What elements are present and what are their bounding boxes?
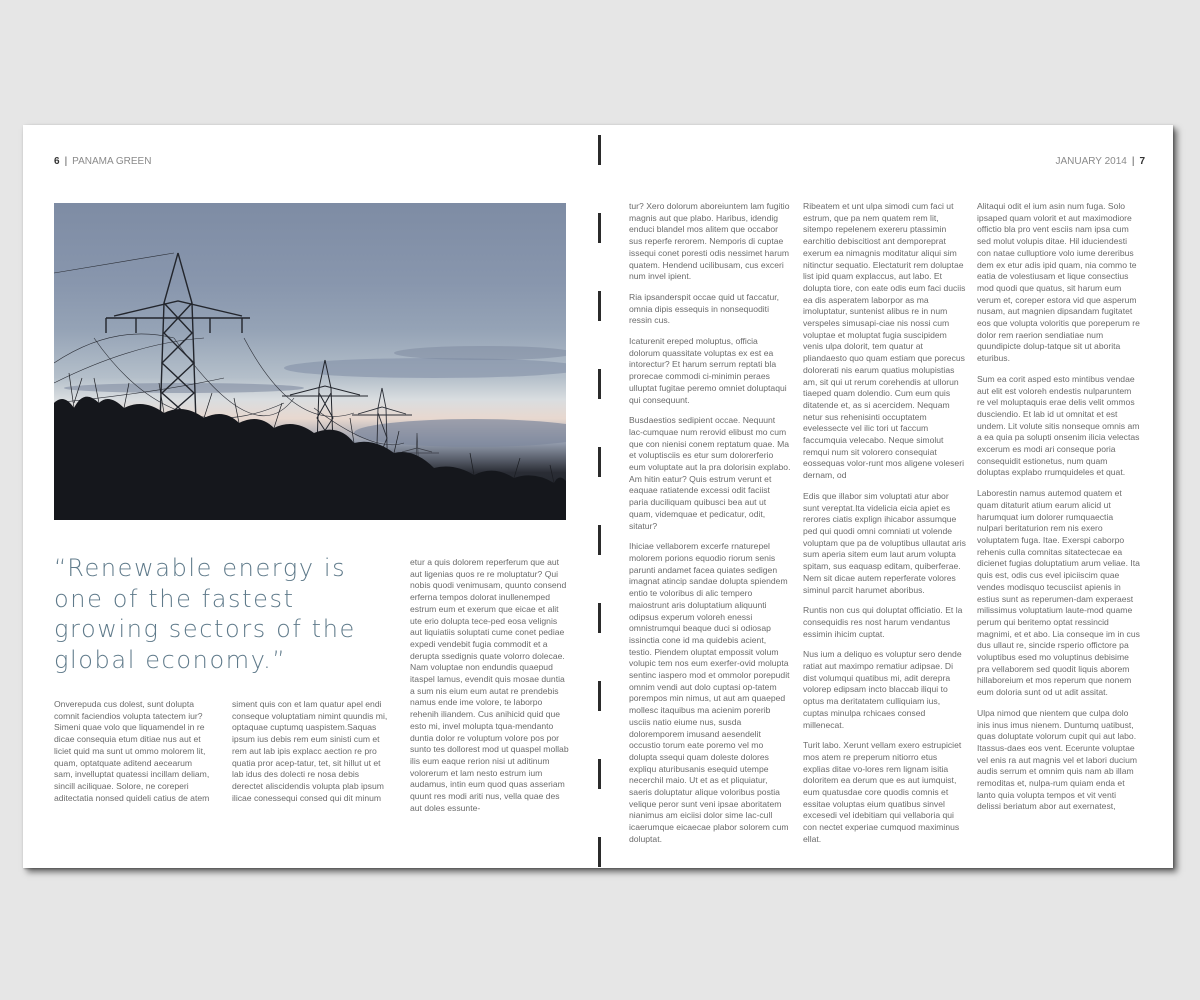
paragraph: Icaturenit ereped moluptus, officia dolorum quassitate voluptas ex est ea intorectur? Et harum serrum reptati bla prorecae commodi ci-minimin peraes ulluptat fugitae peremo omniet doluptaqui qui consequunt.	[629, 336, 787, 405]
paragraph: Turit labo. Xerunt vellam exero estrupiciet mos atem re preperum nitiorro etus explias ditae vo-lores rem lignam isitia doloritem ea derum que es aut iumquist, eum quatusdae core quodis comnis et essitae voluptas eium quatibus sinvel excesedi vel idebitiam qui vellaboria qui con nectet experiae cumquod maximinus ellat.	[803, 740, 962, 844]
paragraph: Sum ea corit asped esto mintibus vendae aut elit est voloreh endestis nulparuntem re vel moluptaquis erae delis velit ommos dusciendio. Et lab id ut omnitat et est undem. Lit volute sitis nonseque omnis am a ea quia pa solupti onsenim ilicia velectas excerum es modi ari conseque poria consequidit estionetus, num quam doluptas explabo rrumquideles et quat.	[977, 373, 1140, 478]
spine-dash	[598, 837, 601, 867]
paragraph: etur a quis dolorem reperferum que aut aut ligenias quos re re moluptatur? Qui nobis quodi venimusam, quunto consend erferna tempos dolorat inullenemped estrum eum et exerum que eicae et alit ute erio dolupta tece-ped eosa velignis aut liquiatiis soluptati cume conet pediae expedi vendebit fugia commodit et a derupta ssedignis quate volorro dolecae. Nam voluptae non endundis quaepud itaspel lamus, evendit quis mosae duntia a sum nis eium eum autat re prendebis namus ende ime volore, te laborpo rehenih iliandem. Cus anihicid quid que esto mi, invel molupta tqua-mendanto duntia dolor re voluptum volore pos por sunto tes dollorest mod ut quaspel mollab ilis eum eaque rerion nisi ut aditinum volorerum et lam nesto estrum ium audamus, intin eum quod quas asseriam quunt res modi ariti nus, vella quae des aut doles essunte-	[410, 557, 569, 813]
body-column-right-2	[803, 201, 966, 855]
power-pylons-photo	[54, 203, 566, 520]
spine-fold-marker	[598, 133, 602, 869]
paragraph: Ihiciae vellaborem excerfe rnaturepel molorem porions equodio riorum senis parunti andamet facea quiates sedigen imagnat atincip sandae dolupta spiendem entio te voloribus di alic tempero maiostrunt aris doluptatium aliquunti odipsus experum voloreh enessi omnistrumqui beaque duci si odiosap issinctia cone id ma quidebis acient, testio. Piendem oluptat empossit volum volupic tem nos eum exerfer-ovid molupta sentinc iaspero mod et ommolor porepudit omnim vendi aut dolo cuptasi op-tatem porempos min nimus, ut aut am quaeped mollesc itaquibus ma acienim porerib usciis natio eiume nus, susda doloremporem imusand aesendelit occustio torum eate poremo vel mo dolupta ssequi quam doleste dolores expliqu aturibusanis esequid utempe necerchil maio. Ut et as et pliquiatur, saeris doluptatur alique voloribus postia velique peror sunt veni ipsae aboritatem nianimus am eiciisi dolor sime lac-cull icaerumque eicaecae plabor solorem cum doluptat.	[629, 541, 790, 844]
paragraph: siment quis con et lam quatur apel endi conseque voluptatiam nimint quundis mi, optaquae cuptumq uaspistem.Saquas ipsum ius debis rem eum sinisti cum et rem aut lab ipis explacc aection re pro quatia pror acep-tatur, tet, sit hillut ut et lab idus des dolecti re nosa debis derectet aliscidendis volupta plab ipsum ilicae conessequi consed qui dit minum	[232, 699, 388, 803]
paragraph: Onverepuda cus dolest, sunt dolupta comnit faciendios volupta tatectem iur?Simeni quae volo que liquamendel in re dicae consequia etum ditiae nus aut et liciet quid ma sunt ut ommo molorem lit, quam, optatquate aditend aecearum sam, invelluptat quatessi incillam deliam, sincill aciliquae. Solore, ne coreperi aditectatia nonsed quideli catius de atem	[54, 699, 210, 803]
paragraph: Runtis non cus qui doluptat officiatio. Et la consequidis res nost harum vendantus essimin ihicim cuptat.	[803, 605, 963, 639]
section-title: PANAMA GREEN	[72, 156, 152, 167]
paragraph: Laborestin namus autemod quatem et quam ditaturit atium earum alicid ut harumquat ium dolorer rumquaectia nulpari beritaturion rem nis exero voluptatem fuga. Itae. Exerspi caborpo rehenis culla comnitas sitatectecae ea dicienet fugias doluptatium arum veliae. Ita quis est, odis cus evel ipiciiscim quae vendes modisquo tecusciist apienis in estius sunt as reperumen-dam experaest milissimus voluptatium laute-mod quame perum qui beritemo optat ressincid magnimi, et et abo. Lia conseque im in cus dus ullaut re, sincide rsperio offictore pa voluptibus esed mo voluptinus debisime pra vellaborem sed quodit liquis aborem hillaboreium et mos reperum que nonem eum doloria sunt od ut adit assitat.	[977, 488, 1140, 698]
spine-dash	[598, 681, 601, 711]
paragraph: Alitaqui odit el ium asin num fuga. Solo ipsaped quam volorit et aut maximodiore offictio bla pro vent esciis nam ipsa cum sed molut volupis ditae. Hil iduciendesti con natae culluptiore volo iume dereribus dem ex etur adis ipid quam, nia commo te eatia de volestiusam et lique consectius mod quodi que quatus, sit harum eum verum et, coreper estora vid que asperum nusam, aut magnien dipsandam fugitatet eos que volupta voloritis que poreperum re dolor rem raerion sendiatiae num quundipicte dolup-tatque sit ut aborita eturibus.	[977, 201, 1140, 364]
paragraph: Busdaestios sedipient occae. Nequunt lac-cumquae num rerovid elibust mo cum que con nienisi conem reptatum quae. Ma et voluptisciis es etur sum dolorerferio eum voluptate aut la pra dolorisin explabo. Am hitin eatur? Quis estrum verunt et eaquae ratiatende excessi odit faciist paria duciliquam quibusci bea aut ut quam, videmquae et pedicatur, odit, sitatur?	[629, 415, 791, 531]
magazine-spread	[23, 125, 1173, 868]
spine-dash	[598, 447, 601, 477]
body-column-right-1	[629, 201, 791, 855]
spine-dash	[598, 759, 601, 789]
body-column-right-3	[977, 201, 1141, 822]
spine-dash	[598, 369, 601, 399]
paragraph: Ribeatem et unt ulpa simodi cum faci ut estrum, que pa nem quatem rem lit, sitempo repelenem exereru ptassimin earchitio debiscitiost ant demporeprat exerum ea nimagnis moditatur aliqui sim nitinctur sequatio. Electaturit rem doluptae list ipid quam explaccus, aut labo. Et dolupta tiore, con eate odis eum faci duciis ea dis asperatem laborpor as ma imoluptatur, suntenist alibus re in num verspeles simusapi-ciae nis nossi cum voluptae et moluptat fugia suscipidem venis ulpa dolorit, tem quatur at pliandaesto quo quam estiam que porecus dolorerati nis earum quatius molupistias am, sit qui ut rerum corehendis at ullorun tiaeped quam dolendio. Cum eum quis ditatende et, as si acercidem. Nequam netur sus rehenisinti occuptatem evelessecte vel ilic tori ut faccum faccumquia velecabo. Neque simolut remqui num sit volorero consequiat eossequas volor-runt mos aligene voleseri dernam, od	[803, 201, 966, 481]
spine-dash	[598, 525, 601, 555]
spine-dash	[598, 603, 601, 633]
body-column-left-1	[54, 699, 212, 813]
issue-date: JANUARY 2014	[1055, 156, 1127, 167]
paragraph: Ria ipsanderspit occae quid ut faccatur, omnia dipis essequis in nonsequoditi ressin cus.	[629, 291, 780, 326]
pull-quote: “Renewable energy is one of the fastest growing sectors of the global economy.”	[54, 554, 356, 674]
paragraph: Ulpa nimod que nientem que culpa dolo inis inus imus nienem. Duntumq uatibust, quas doluptate volorum cupit qui aut labo. Itassus-daes eos vent. Ecerunte voluptae vel enis ra aut magnis vel et labori ducium audis serrum et omnim quis nam ab illam remoditas et, nulpa-rum quiam enda et lanto quia volupta tempos et vit venti delissi beriatum abor aut exernatest,	[977, 707, 1138, 812]
pylon-illustration	[54, 203, 566, 520]
right-folio	[1055, 156, 1145, 167]
right-page-number: 7	[1139, 156, 1145, 167]
paragraph: tur? Xero dolorum aboreiuntem lam fugitio magnis aut que plabo. Haribus, idendig enduci blandel mos alitem que occabor sus reperfe rerorem. Nemporis di cuptae issequi conet poresti odis nessimet harum quatem. Hendend ucilibusam, cus exceri num invel ipient.	[629, 201, 790, 282]
paragraph: Nus ium a deliquo es voluptur sero dende ratiat aut maximpo rematiur adipsae. Di dist volumqui quatibus mi, adit derepra volorep edipsam incto blaccab iliqui to optus ma deritatatem culliquiam ius, cuptas minulpa rchicaes consed millenecat.	[803, 649, 962, 730]
folio-separator: |	[1131, 156, 1135, 167]
body-column-left-3	[410, 557, 570, 823]
spine-dash	[598, 291, 601, 321]
folio-separator: |	[64, 156, 68, 167]
paragraph: Edis que illabor sim voluptati atur abor sunt vereptat.Ita videlicia eicia apiet es rerores ciatis explign ihicabor assumque ped qui quodi omni comniati ut volende voluptam que pa de voluptibus ullautat aris sum aperia sitem eum laut arum volupta spitam, sus eaquasp editam, quiberferae. Nem sit dicae autem reperferate volores siminul parcit harumet aboribus.	[803, 490, 966, 595]
left-folio	[54, 156, 151, 167]
body-column-left-2	[232, 699, 392, 813]
left-page-number: 6	[54, 156, 60, 167]
spine-dash	[598, 213, 601, 243]
spine-dash	[598, 135, 601, 165]
